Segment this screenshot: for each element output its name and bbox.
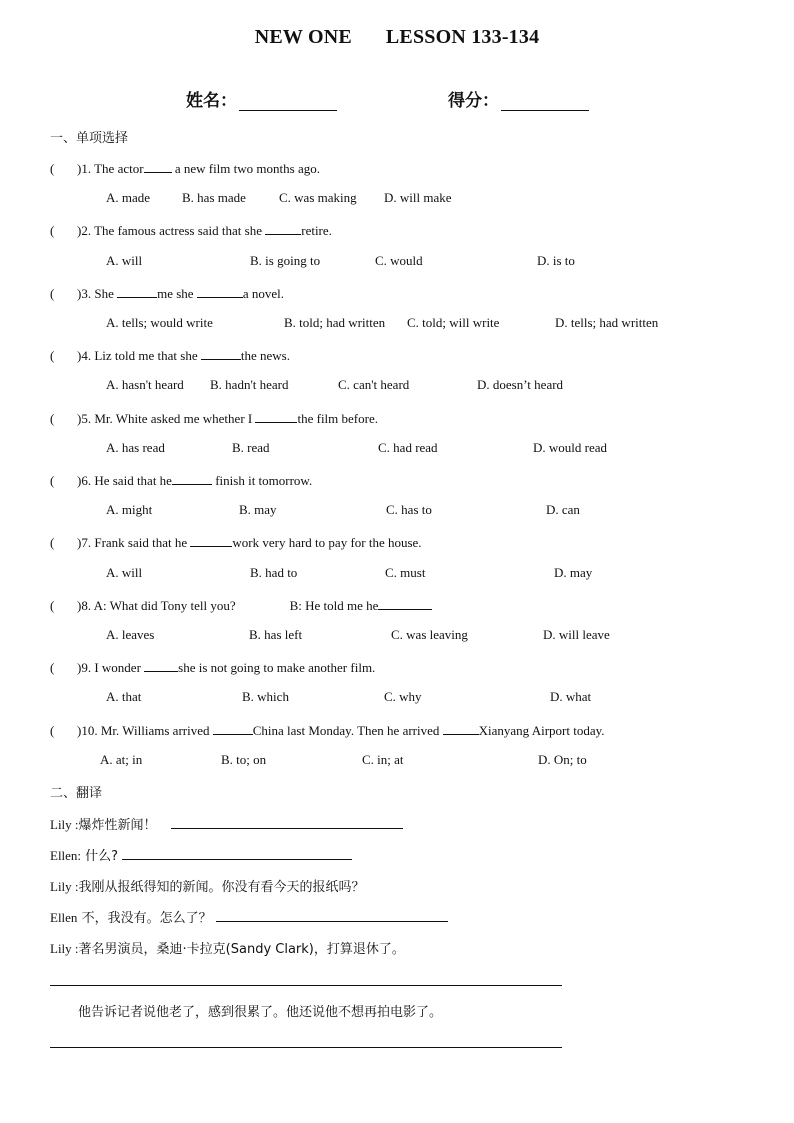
page-title	[0, 26, 794, 49]
option[interactable]: D. doesn’t heard	[477, 377, 564, 392]
name-field	[186, 86, 337, 111]
option[interactable]: D. may	[554, 565, 593, 580]
option[interactable]: A. has read	[106, 440, 165, 455]
translation-line-3	[50, 876, 365, 895]
question-3: ( )3. She me she a novel.	[50, 286, 284, 301]
option[interactable]: B. has made	[182, 190, 246, 205]
answer-blank[interactable]	[122, 846, 352, 860]
option[interactable]: A. that	[106, 689, 142, 704]
answer-blank[interactable]	[144, 159, 172, 173]
section-title-choice: 一、单项选择	[50, 131, 129, 146]
option[interactable]: A. made	[106, 190, 151, 205]
option[interactable]: B. is going to	[250, 253, 321, 268]
option[interactable]: A. leaves	[106, 627, 155, 642]
speaker: Lily :	[50, 879, 79, 894]
answer-blank[interactable]	[197, 284, 243, 298]
question-2: ( )2. The famous actress said that she retire.	[50, 223, 332, 238]
translation-line-6: 他告诉记者说他老了，感到很累了。他还说他不想再拍电影了。	[78, 1005, 443, 1020]
translation-line-5	[50, 938, 405, 957]
answer-line[interactable]	[50, 985, 562, 986]
question-6: ( )6. He said that he finish it tomorrow.	[50, 473, 313, 488]
chinese-text: 著名男演员，桑迪·卡拉克(Sandy Clark)，打算退休了。	[78, 942, 405, 957]
chinese-text: 什么?	[81, 849, 123, 864]
option[interactable]: B. to; on	[221, 752, 267, 767]
option[interactable]: B. may	[239, 502, 277, 517]
answer-blank[interactable]	[144, 658, 178, 672]
answer-blank[interactable]	[265, 221, 301, 235]
option[interactable]: A. hasn't heard	[106, 377, 184, 392]
answer-blank[interactable]	[171, 815, 403, 829]
title-right: LESSON 133-134	[385, 26, 540, 48]
option[interactable]: D. On; to	[538, 752, 587, 767]
option[interactable]: D. tells; had written	[555, 315, 659, 330]
option[interactable]: D. is to	[537, 253, 575, 268]
option[interactable]: A. might	[106, 502, 153, 517]
option[interactable]: D. would read	[533, 440, 608, 455]
speaker: Lily :	[50, 941, 79, 956]
chinese-text: 爆炸性新闻！	[78, 818, 157, 833]
question-10: ( )10. Mr. Williams arrived China last Monday. Then he arrived Xianyang Airport today.	[50, 723, 605, 738]
answer-blank[interactable]	[190, 533, 232, 547]
speaker: Ellen:	[50, 848, 82, 863]
option[interactable]: C. must	[385, 565, 426, 580]
answer-blank[interactable]	[213, 721, 253, 735]
answer-blank[interactable]	[443, 721, 479, 735]
option[interactable]: D. will make	[384, 190, 452, 205]
option[interactable]: D. what	[550, 689, 592, 704]
answer-blank[interactable]	[172, 471, 212, 485]
answer-blank[interactable]	[378, 596, 432, 610]
translation-line-1	[50, 814, 403, 833]
name-blank[interactable]	[239, 92, 337, 111]
option[interactable]: B. told; had written	[284, 315, 386, 330]
option[interactable]: C. would	[375, 253, 423, 268]
option[interactable]: C. has to	[386, 502, 432, 517]
speaker: Ellen	[50, 910, 78, 925]
option[interactable]: B. had to	[250, 565, 298, 580]
option[interactable]: A. tells; would write	[106, 315, 213, 330]
speaker: Lily :	[50, 817, 79, 832]
question-9: ( )9. I wonder she is not going to make another film.	[50, 660, 376, 675]
question-7: ( )7. Frank said that he work very hard to pay for the house.	[50, 535, 422, 550]
answer-blank[interactable]	[117, 284, 157, 298]
title-left: NEW ONE	[254, 26, 352, 48]
score-field	[448, 86, 589, 111]
question-4: ( )4. Liz told me that she the news.	[50, 348, 290, 363]
translation-line-4	[50, 907, 448, 926]
name-label: 姓名：	[186, 91, 237, 111]
option[interactable]: C. can't heard	[338, 377, 410, 392]
option[interactable]: B. read	[232, 440, 270, 455]
question-1: ( )1. The actor a new film two months ago.	[50, 161, 320, 176]
question-5: ( )5. Mr. White asked me whether I the film before.	[50, 411, 378, 426]
option[interactable]: C. why	[384, 689, 422, 704]
option[interactable]: A. will	[106, 253, 143, 268]
option[interactable]: D. can	[546, 502, 580, 517]
answer-line[interactable]	[50, 1047, 562, 1048]
option[interactable]: C. told; will write	[407, 315, 500, 330]
answer-blank[interactable]	[201, 346, 241, 360]
option[interactable]: D. will leave	[543, 627, 610, 642]
option[interactable]: B. hadn't heard	[210, 377, 289, 392]
score-label: 得分：	[448, 91, 499, 111]
option[interactable]: C. was making	[279, 190, 357, 205]
option[interactable]: C. in; at	[362, 752, 404, 767]
score-blank[interactable]	[501, 92, 589, 111]
answer-blank[interactable]	[216, 908, 448, 922]
option[interactable]: A. at; in	[100, 752, 143, 767]
option[interactable]: A. will	[106, 565, 143, 580]
option[interactable]: B. which	[242, 689, 289, 704]
translation-line-2	[50, 845, 352, 864]
option[interactable]: B. has left	[249, 627, 303, 642]
answer-blank[interactable]	[255, 409, 297, 423]
question-8: ( )8. A: What did Tony tell you? B: He told me he	[50, 596, 432, 614]
option[interactable]: C. was leaving	[391, 627, 468, 642]
chinese-text: 不，我没有。怎么了？	[77, 911, 216, 926]
section-title-translation: 二、翻译	[50, 786, 103, 801]
option[interactable]: C. had read	[378, 440, 438, 455]
chinese-text: 我刚从报纸得知的新闻。你没有看今天的报纸吗？	[78, 880, 365, 895]
